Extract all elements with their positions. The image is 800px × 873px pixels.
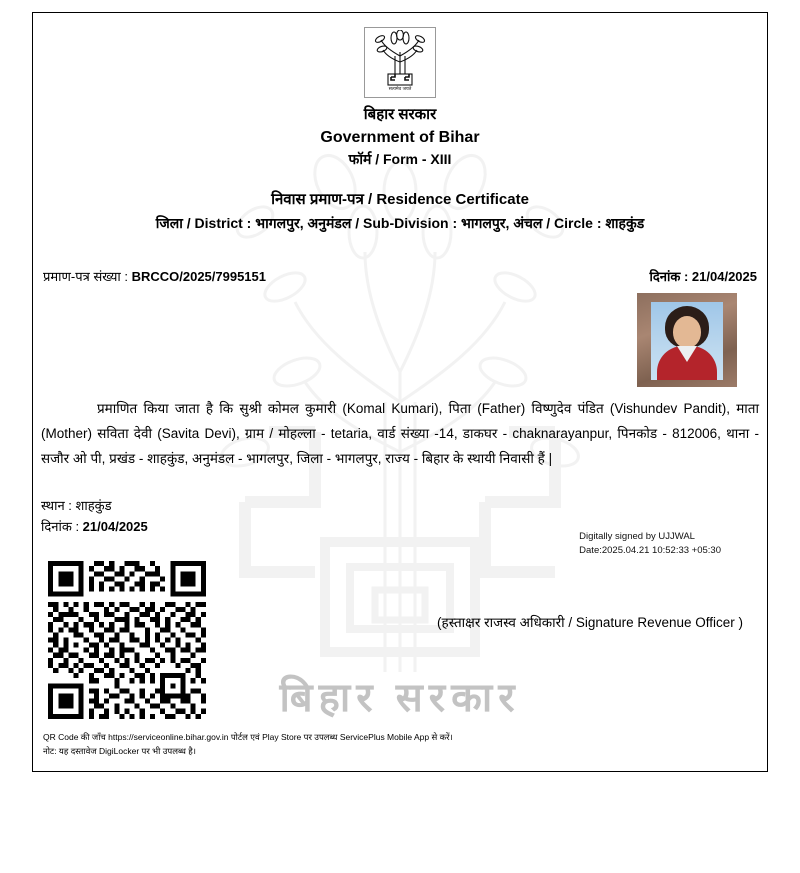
applicant-photo-inner [651,302,723,380]
certificate-number-value: BRCCO/2025/7995151 [131,269,266,285]
issue-date-label: दिनांक : [649,269,692,285]
svg-text:सत्यमेव जयते: सत्यमेव जयते [388,87,412,92]
footer-date-label: दिनांक : [41,518,83,534]
residence-certificate [32,12,768,772]
photo-face [673,316,701,348]
meta-row [33,267,767,285]
govt-title-en: Government of Bihar [320,128,480,146]
applicant-photo [637,293,737,387]
certificate-body-text: प्रमाणित किया जाता है कि सुश्री कोमल कुमारी (Komal Kumari), पिता (Father) विष्णुदेव पंडित (Vishundev Pandit), माता (Mother) सविता देवी (Savita Devi), ग्राम / मोहल्ला - tetaria, वार्ड संख्या -14, डाकघर - chaknarayanpur, पिनकोड - 812006, थाना - सजौर ओ पी, प्रखंड - शाहकुंड, अनुमंडल - भागलपुर, जिला - भागलपुर, राज्य - बिहार के स्थायी निवासी हैं | [41,401,759,467]
form-line: फॉर्म / Form - XIII [348,150,452,167]
place-label: स्थान : [41,498,76,514]
emblem-wrap [33,13,767,98]
document-header [33,104,767,233]
document-title: निवास प्रमाण-पत्र / Residence Certificate [271,191,529,209]
footnote-digilocker: नोट: यह दस्तावेज DigiLocker पर भी उपलब्ध है। [43,745,196,756]
govt-title-hi: बिहार सरकार [363,106,437,123]
digital-signature-block [579,530,721,558]
footer-date-value: 21/04/2025 [82,518,148,534]
certificate-number [43,267,266,285]
footnotes [43,731,453,758]
qr-code[interactable] [43,556,211,724]
signature-caption-text: (हस्ताक्षर राजस्व अधिकारी / Signature Revenue Officer ) [437,615,743,630]
issue-date [650,267,757,285]
watermark-text: बिहार सरकार [279,676,521,720]
certificate-number-label: प्रमाण-पत्र संख्या : [43,269,132,285]
issue-date-value: 21/04/2025 [691,269,757,285]
place-line [41,496,767,517]
digital-signature-signer: Digitally signed by UJJWAL [579,531,695,542]
jurisdiction-line: जिला / District : भागलपुर, अनुमंडल / Sub-Division : भागलपुर, अंचल / Circle : शाहकुंड [155,214,645,231]
place-value: शाहकुंड [75,498,112,514]
digital-signature-date: Date:2025.04.21 10:52:33 +05:30 [579,544,721,556]
signature-caption [437,613,743,631]
footnote-qr: QR Code की जाँच https://serviceonline.bihar.gov.in पोर्टल एवं Play Store पर उपलब्ध ServicePlus Mobile App से करें। [43,732,453,742]
national-emblem-icon [364,27,436,98]
